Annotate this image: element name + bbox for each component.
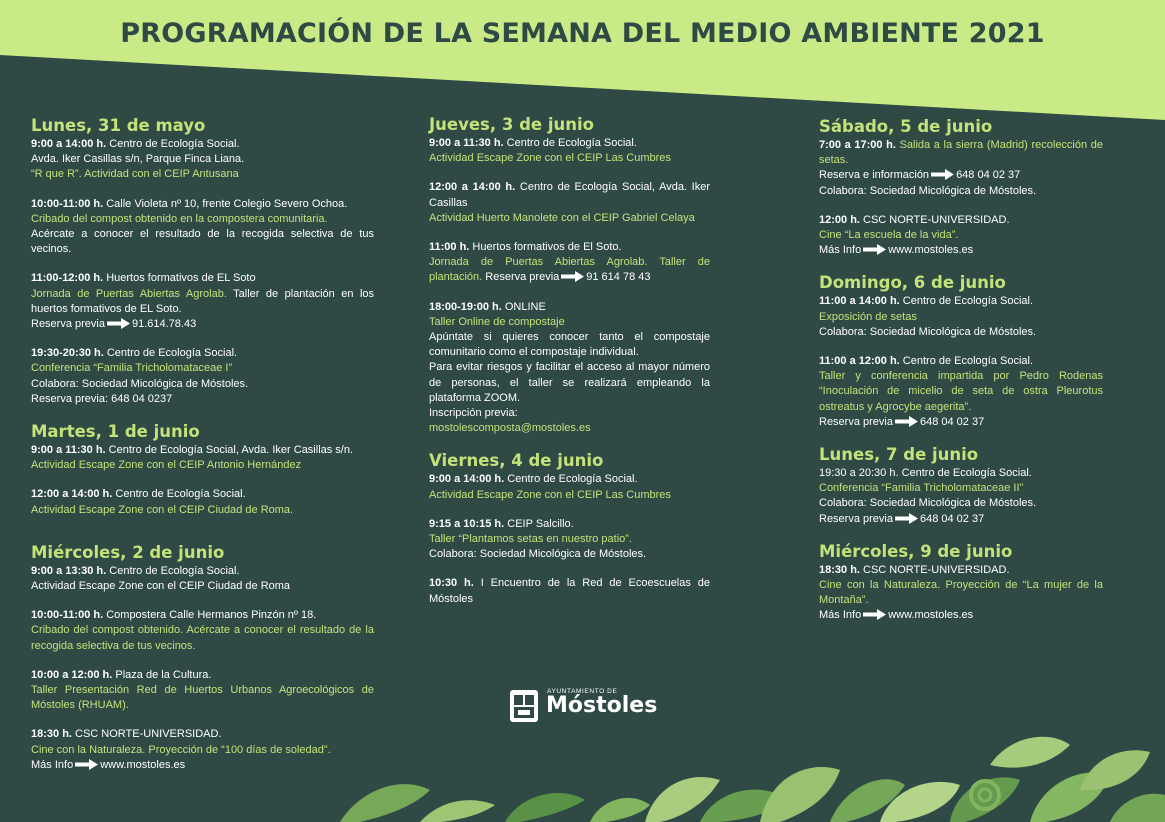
event-text: Plaza de la Cultura.	[115, 668, 212, 681]
event-text: Cribado del compost obtenido. Acércate a conocer el resultado de la recogida selectiva de tus vecinos.	[31, 624, 374, 652]
event-text: Conferencia “Familia Tricholomataceae I”	[31, 362, 233, 375]
event-item	[31, 668, 374, 714]
event-time: 12:00 h.	[819, 213, 860, 226]
event-line	[31, 377, 374, 392]
event-item	[819, 213, 1103, 259]
event-text: Avda. Iker Casillas s/n, Parque Finca Liana.	[31, 153, 245, 166]
event-text: Más Info	[819, 244, 862, 257]
day-heading: Miércoles, 2 de junio	[31, 542, 225, 562]
arrow-right-icon	[895, 416, 918, 427]
event-item	[429, 576, 710, 606]
event-line	[31, 317, 374, 332]
event-line	[31, 227, 374, 257]
event-text: 19:30 a 20:30 h. Centro de Ecología Social.	[819, 467, 1032, 480]
event-time: 10:00-11:00 h.	[31, 197, 104, 210]
event-item	[429, 240, 710, 286]
event-line	[31, 346, 374, 361]
event-text: Taller Online de compostaje	[429, 315, 565, 328]
event-text: Colabora: Sociedad Micológica de Móstoles.	[819, 184, 1037, 197]
event-text: ONLINE	[504, 300, 546, 313]
event-text: Taller y conferencia impartida por Pedro Rodenas “Inoculación de micelio de seta de ostra Pleurotus ostreatus y Agrocybe aegerita”.	[819, 370, 1103, 413]
event-line	[31, 197, 374, 212]
event-text: Actividad Huerto Manolete con el CEIP Gabriel Celaya	[429, 211, 695, 224]
event-line	[429, 151, 710, 166]
event-text: Centro de Ecología Social.	[507, 473, 638, 486]
contact-value: 648 04 02 37	[919, 512, 985, 525]
event-item	[429, 180, 710, 226]
event-line	[429, 576, 710, 606]
event-time: 12:00 a 14:00 h.	[31, 488, 113, 501]
event-time: 12:00 a 14:00 h.	[429, 181, 516, 194]
event-line	[31, 167, 374, 182]
day-heading: Miércoles, 9 de junio	[819, 541, 1013, 561]
arrow-right-icon	[107, 318, 130, 329]
event-time: 19:30-20:30 h.	[31, 347, 104, 360]
event-time: 11:00-12:00 h.	[31, 272, 104, 285]
event-line	[429, 240, 710, 255]
contact-value: www.mostoles.es	[888, 609, 974, 622]
event-line	[819, 496, 1103, 511]
event-line	[31, 608, 374, 623]
event-text: Jornada de Puertas Abiertas Agrolab. Taller de plantación.	[429, 256, 710, 284]
event-line	[429, 255, 710, 285]
event-line	[31, 443, 374, 458]
event-line	[31, 212, 374, 227]
event-line	[819, 563, 1103, 578]
event-line	[31, 392, 374, 407]
event-line	[819, 243, 1103, 258]
event-line	[429, 517, 710, 532]
event-text: Centro de Ecología Social.	[109, 564, 240, 577]
event-text: Cine “La escuela de la vida”.	[819, 229, 959, 242]
logo-name: Móstoles	[546, 693, 658, 718]
event-line	[31, 758, 374, 773]
event-item	[31, 197, 374, 258]
event-item	[819, 466, 1103, 527]
event-text: Centro de Ecología Social, Avda. Iker Casillas s/n.	[108, 444, 354, 457]
event-line	[819, 294, 1103, 309]
mostoles-crest-icon	[509, 689, 539, 723]
logo-subtitle: AYUNTAMIENTO DE	[547, 688, 618, 695]
event-line	[429, 180, 710, 210]
event-time: 9:15 a 10:15 h.	[429, 517, 505, 530]
event-text: Centro de Ecología Social, Avda. Iker Casillas	[429, 181, 711, 209]
event-text: Cine con la Naturaleza. Proyección de “La mujer de la Montaña”.	[819, 579, 1103, 607]
event-line	[31, 503, 374, 518]
event-item	[31, 443, 374, 473]
event-item	[31, 487, 374, 517]
leaves-illustration-icon	[340, 737, 1165, 822]
event-line	[429, 300, 710, 315]
event-time: 11:00 a 14:00 h.	[819, 295, 900, 308]
event-line	[819, 354, 1103, 369]
event-time: 9:00 a 14:00 h.	[31, 138, 107, 150]
event-time: 18:30 h.	[819, 563, 860, 576]
event-line	[31, 287, 374, 317]
event-text: Para evitar riesgos y facilitar el acceso al mayor número de personas, el taller se realizará empleando la plataforma ZOOM.	[429, 361, 710, 404]
event-item	[429, 472, 710, 502]
day-heading: Lunes, 7 de junio	[819, 445, 979, 465]
event-time: 10:30 h.	[429, 577, 474, 590]
day-heading: Lunes, 31 de mayo	[31, 116, 206, 135]
event-item	[31, 271, 374, 332]
arrow-right-icon	[895, 513, 918, 524]
event-text: Taller “Plantamos setas en nuestro patio”.	[429, 533, 632, 546]
event-item	[31, 564, 374, 594]
mostoles-logo	[509, 688, 659, 726]
event-text: Cine con la Naturaleza. Proyección de “100 días de soledad”.	[31, 743, 331, 756]
event-line	[819, 138, 1103, 168]
event-text: Colabora: Sociedad Micológica de Móstoles.	[819, 325, 1037, 338]
event-text: Reserva previa	[31, 318, 105, 331]
event-time: 11:00 h.	[429, 241, 470, 254]
event-text: Apúntate si quieres conocer tanto el compostaje comunitario como el compostaje individual.	[429, 331, 710, 359]
event-text: Centro de Ecología Social.	[506, 137, 637, 149]
event-line	[31, 487, 374, 502]
event-text: CSC NORTE-UNIVERSIDAD.	[863, 213, 1010, 226]
event-item	[819, 563, 1103, 624]
arrow-right-icon	[863, 244, 886, 255]
phone-number: 91 614 78 43	[586, 271, 651, 284]
event-line	[31, 683, 374, 713]
event-line	[429, 488, 710, 503]
event-item	[819, 138, 1103, 199]
event-text: Más Info	[31, 758, 74, 771]
event-line	[31, 152, 374, 167]
event-text: Centro de Ecología Social.	[902, 355, 1034, 368]
contact-value: 648 04 02 37	[956, 169, 1021, 182]
event-text-extra: Taller de plantación en los huertos formativos de EL Soto.	[31, 287, 375, 315]
event-text: Actividad Escape Zone con el CEIP Ciudad de Roma	[31, 580, 291, 593]
event-text: “R que R”. Actividad con el CEIP Antusana	[31, 168, 239, 181]
event-line	[819, 608, 1103, 623]
contact-value: 648 04 02 37	[919, 415, 985, 428]
event-text: CSC NORTE-UNIVERSIDAD.	[75, 728, 222, 741]
event-text: CEIP Salcillo.	[507, 517, 574, 530]
event-line	[819, 213, 1103, 228]
event-time: 18:30 h.	[31, 728, 72, 741]
event-text: Centro de Ecología Social.	[106, 347, 238, 360]
event-text: Centro de Ecología Social.	[115, 488, 246, 501]
event-text: Reserva e información	[819, 169, 930, 182]
event-text: mostolescomposta@mostoles.es	[429, 422, 591, 435]
event-line	[819, 578, 1103, 608]
event-line	[819, 369, 1103, 415]
event-line	[31, 579, 374, 594]
event-line	[819, 168, 1103, 183]
arrow-right-icon	[863, 609, 886, 620]
event-time: 10:00 a 12:00 h.	[31, 668, 113, 681]
event-text: Reserva previa	[819, 415, 893, 428]
page-title: PROGRAMACIÓN DE LA SEMANA DEL MEDIO AMBIENTE 2021	[120, 18, 1045, 49]
event-line	[31, 361, 374, 376]
event-text: Reserva previa	[819, 512, 893, 525]
event-item	[31, 137, 374, 183]
contact-value: www.mostoles.es	[888, 244, 974, 257]
column-left	[31, 115, 374, 787]
event-text: Huertos formativos de El Soto.	[472, 241, 622, 254]
event-time: 9:00 a 11:30 h.	[429, 137, 504, 149]
event-line	[429, 472, 710, 487]
event-item	[429, 136, 710, 166]
event-text: Jornada de Puertas Abiertas Agrolab.	[31, 287, 227, 300]
event-line	[819, 512, 1103, 527]
event-line	[819, 310, 1103, 325]
event-text: Actividad Escape Zone con el CEIP Antonio Hernández	[31, 459, 302, 472]
event-line	[429, 330, 710, 360]
event-text: Inscripción previa:	[429, 407, 518, 420]
event-text: I Encuentro de la Red de Ecoescuelas de Móstoles	[429, 577, 710, 605]
event-text: Calle Violeta nº 10, frente Colegio Severo Ochoa.	[106, 197, 348, 210]
event-line	[429, 136, 710, 151]
arrow-right-icon	[931, 169, 954, 180]
event-text: Centro de Ecología Social.	[109, 138, 240, 150]
event-line	[429, 421, 710, 436]
event-time: 10:00-11:00 h.	[31, 609, 104, 622]
event-line	[819, 481, 1103, 496]
event-item	[819, 354, 1103, 430]
event-line	[31, 137, 374, 152]
event-text: Conferencia “Familia Tricholomataceae II”	[819, 482, 1024, 495]
contact-value: www.mostoles.es	[100, 758, 186, 771]
event-text: Huertos formativos de EL Soto	[106, 272, 256, 285]
event-line	[819, 228, 1103, 243]
event-text: Más Info	[819, 609, 862, 622]
event-line	[31, 743, 374, 758]
event-time: 9:00 a 13:30 h.	[31, 564, 107, 577]
event-line	[31, 623, 374, 653]
event-text-extra: Reserva previa	[485, 271, 560, 284]
event-text: Compostera Calle Hermanos Pinzón nº 18.	[106, 609, 317, 622]
event-line	[819, 184, 1103, 199]
event-line	[31, 727, 374, 742]
event-time: 11:00 a 12:00 h.	[819, 355, 900, 368]
event-line	[819, 325, 1103, 340]
contact-value: 91.614.78.43	[131, 318, 197, 331]
event-line	[429, 211, 710, 226]
event-line	[429, 406, 710, 421]
event-time: 9:00 a 11:30 h.	[31, 444, 106, 457]
arrow-right-icon	[75, 759, 98, 770]
event-time: 7:00 a 17:00 h.	[819, 139, 896, 151]
event-text: Cribado del compost obtenido en la compostera comunitaria.	[31, 212, 328, 225]
event-text: Actividad Escape Zone con el CEIP Las Cumbres	[429, 152, 671, 165]
event-text: Actividad Escape Zone con el CEIP Las Cumbres	[429, 488, 671, 501]
day-heading: Viernes, 4 de junio	[429, 451, 604, 471]
event-text: Exposición de setas	[819, 310, 917, 323]
day-heading: Sábado, 5 de junio	[819, 117, 993, 136]
event-text: CSC NORTE-UNIVERSIDAD.	[863, 563, 1010, 576]
event-line	[31, 458, 374, 473]
event-line	[429, 360, 710, 406]
event-line	[31, 668, 374, 683]
event-item	[31, 727, 374, 773]
day-heading: Martes, 1 de junio	[31, 422, 200, 442]
event-text: Colabora: Sociedad Micológica de Móstoles.	[429, 548, 647, 561]
event-text: Colabora: Sociedad Micológica de Móstoles.	[819, 497, 1037, 510]
event-text: Centro de Ecología Social.	[902, 295, 1034, 308]
event-item	[429, 300, 710, 437]
event-line	[819, 415, 1103, 430]
day-heading: Jueves, 3 de junio	[429, 115, 594, 134]
column-middle	[429, 114, 710, 621]
arrow-right-icon	[561, 271, 584, 282]
event-line	[429, 532, 710, 547]
event-item	[819, 294, 1103, 340]
event-line	[819, 466, 1103, 481]
event-text: Taller Presentación Red de Huertos Urbanos Agroecológicos de Móstoles (RHUAM).	[31, 684, 374, 712]
event-time: 9:00 a 14:00 h.	[429, 473, 505, 486]
event-text: Reserva previa: 648 04 0237	[31, 392, 173, 405]
event-time: 18:00-19:00 h.	[429, 300, 502, 313]
event-text: Colabora: Sociedad Micológica de Móstoles.	[31, 377, 249, 390]
event-line	[429, 315, 710, 330]
column-right	[819, 116, 1103, 638]
event-item	[31, 608, 374, 654]
event-text: Salida a la sierra (Madrid) recolección de setas.	[819, 139, 1103, 167]
day-heading: Domingo, 6 de junio	[819, 273, 1006, 293]
event-text: Actividad Escape Zone con el CEIP Ciudad de Roma.	[31, 503, 294, 516]
event-line	[429, 547, 710, 562]
event-text: Acércate a conocer el resultado de la recogida selectiva de tus vecinos.	[31, 228, 374, 256]
event-line	[31, 271, 374, 286]
event-item	[31, 346, 374, 407]
event-item	[429, 517, 710, 563]
event-line	[31, 564, 374, 579]
